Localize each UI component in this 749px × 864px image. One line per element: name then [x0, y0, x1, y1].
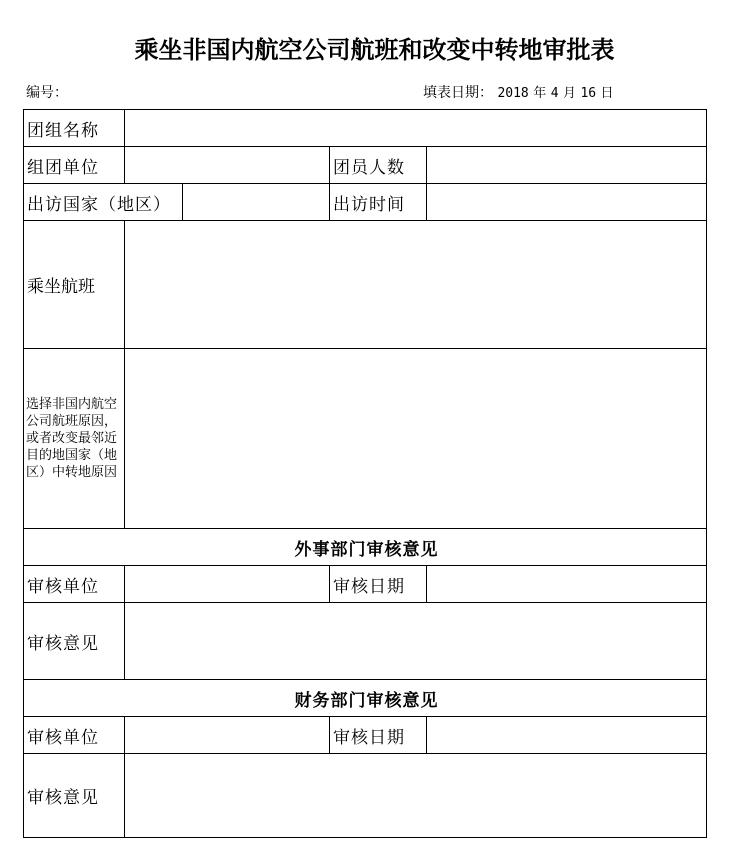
fa-opinion-label: 审核意见 [24, 603, 125, 680]
fill-date-month[interactable]: 4 [550, 86, 559, 101]
fill-date-label: 填表日期： [423, 85, 493, 101]
fin-unit-label: 审核单位 [24, 717, 125, 754]
fin-date-field[interactable] [427, 717, 707, 754]
country-field[interactable] [183, 184, 330, 221]
fa-unit-field[interactable] [125, 566, 330, 603]
foreign-affairs-section-heading: 外事部门审核意见 [24, 529, 707, 566]
month-unit: 月 [562, 86, 576, 101]
fin-unit-field[interactable] [125, 717, 330, 754]
fa-date-label: 审核日期 [330, 566, 427, 603]
group-name-field[interactable] [125, 110, 707, 147]
table-row [24, 603, 707, 680]
fa-date-field[interactable] [427, 566, 707, 603]
table-row [24, 221, 707, 349]
country-label: 出访国家（地区） [24, 184, 183, 221]
table-row [24, 529, 707, 566]
reason-label: 选择非国内航空公司航班原因，或者改变最邻近目的地国家（地区）中转地原因 [24, 349, 125, 529]
table-row [24, 754, 707, 838]
table-row [24, 680, 707, 717]
visit-time-field[interactable] [427, 184, 707, 221]
table-row [24, 110, 707, 147]
fa-opinion-field[interactable] [125, 603, 707, 680]
flight-label: 乘坐航班 [24, 221, 125, 349]
fill-date [423, 82, 614, 102]
year-unit: 年 [533, 86, 547, 101]
serial-number-label: 编号： [26, 85, 68, 101]
finance-section-heading: 财务部门审核意见 [24, 680, 707, 717]
table-row [24, 349, 707, 529]
fa-unit-label: 审核单位 [24, 566, 125, 603]
flight-field[interactable] [125, 221, 707, 349]
table-row [24, 717, 707, 754]
fin-opinion-label: 审核意见 [24, 754, 125, 838]
group-name-label: 团组名称 [24, 110, 125, 147]
table-row [24, 147, 707, 184]
visit-time-label: 出访时间 [330, 184, 427, 221]
member-count-label: 团员人数 [330, 147, 427, 184]
reason-field[interactable] [125, 349, 707, 529]
group-unit-field[interactable] [125, 147, 330, 184]
approval-form-table [23, 109, 707, 838]
fin-date-label: 审核日期 [330, 717, 427, 754]
fill-date-year[interactable]: 2018 [497, 86, 529, 101]
fill-date-day[interactable]: 16 [580, 86, 597, 101]
member-count-field[interactable] [427, 147, 707, 184]
group-unit-label: 组团单位 [24, 147, 125, 184]
form-title: 乘坐非国内航空公司航班和改变中转地审批表 [134, 36, 615, 64]
table-row [24, 566, 707, 603]
fin-opinion-field[interactable] [125, 754, 707, 838]
table-row [24, 184, 707, 221]
day-unit: 日 [600, 86, 614, 101]
